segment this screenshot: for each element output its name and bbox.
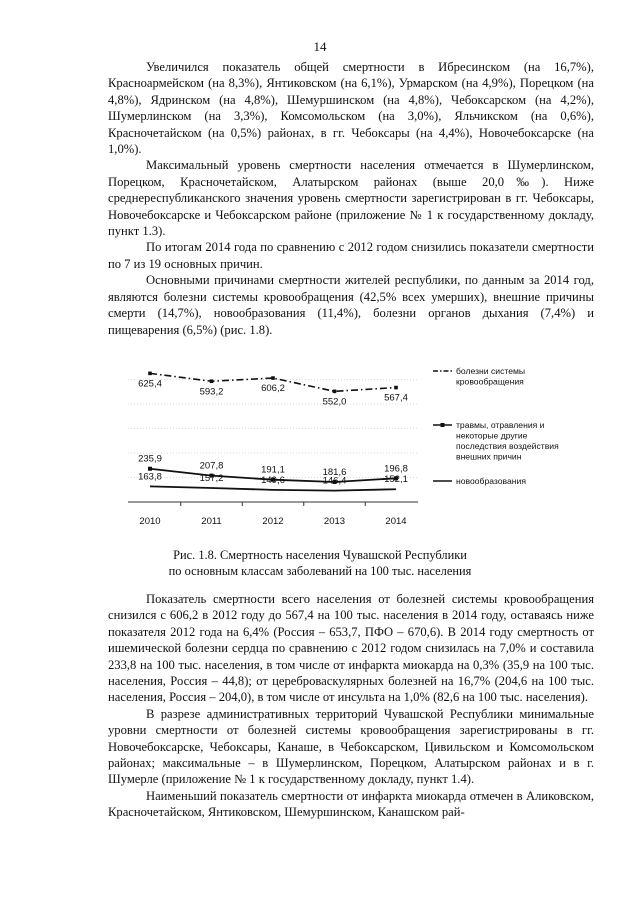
caption-line: по основным классам заболеваний на 100 тыс. населения xyxy=(168,564,472,578)
data-label: 191,1 xyxy=(261,464,285,476)
x-tick-label: 2012 xyxy=(262,516,284,527)
legend-label: травмы, отравления и xyxy=(456,420,545,430)
data-label: 207,8 xyxy=(199,460,224,472)
legend-label: новообразования xyxy=(456,476,527,486)
figure-caption xyxy=(0,547,640,579)
series-point xyxy=(210,379,214,383)
x-tick-label: 2010 xyxy=(139,516,161,527)
paragraph: Увеличился показатель общей смертности в Ибресинском (на 16,7%), Красноармейском (на 8,3%), Янтиковском (на 6,1%), Урмарском (на 4,9%), Порецком (на 4,8%), Ядринском (на 4,8%), Шемуршинском (на 4,8%), Чебоксарском (на 4,2%), Шумерлинском (на 3,3%), Комсомольском (на 3,0%), Яльчикском (на 0,6%), Красночетайском (на 0,5%) районах, в гг. Чебоксары (на 4,4%), Новочебоксарске (на 1,0%). xyxy=(108,60,594,157)
data-label: 163,8 xyxy=(138,471,162,483)
data-label: 235,9 xyxy=(138,453,162,465)
x-tick-label: 2011 xyxy=(201,516,222,527)
legend-label: болезни системы xyxy=(456,366,526,376)
legend-marker xyxy=(441,423,445,427)
data-label: 146,4 xyxy=(322,475,347,487)
chart-svg xyxy=(128,356,598,532)
text-block-top xyxy=(108,59,594,338)
legend-label: последствия воздействия xyxy=(456,441,559,451)
data-label: 606,2 xyxy=(261,383,285,395)
series-point xyxy=(271,376,275,380)
data-label: 552,0 xyxy=(322,396,347,408)
data-label: 196,8 xyxy=(384,463,408,475)
series-point xyxy=(148,467,152,471)
paragraph: Показатель смертности всего населения от болезней системы кровообращения снизился с 606,2 в 2012 году до 567,4 на 100 тыс. населения в 2014 году, оставаясь ниже показателя 2012 года на 6,4% (Россия – 653,7, ПФО – 670,6). В 2014 году смертность от ишемической болезни сердца по сравнению с 2012 годом снизилась на 7,0% и составила 233,8 на 100 тыс. населения, в том числе от инфаркта миокарда на 0,3% (35,9 на 100 тыс. населения, Россия – 44,8); от цереброваскулярных болезней на 16,7% (204,6 на 100 тыс. населения, Россия – 204,0), в том числе от инсульта на 1,0% (82,6 на 100 тыс. населения). xyxy=(108,592,594,705)
legend-label: кровообращения xyxy=(456,376,524,387)
text-block-bottom xyxy=(108,591,594,821)
caption-line: Рис. 1.8. Смертность населения Чувашской Республики xyxy=(173,548,467,562)
series-line-3 xyxy=(150,486,396,490)
paragraph: В разрезе административных территорий Чувашской Республики минимальные уровни смертности от болезней системы кровообращения зарегистрированы в гг. Новочебоксарске, Чебоксары, Канаше, в Чебоксарском, Цивильском и Комсомольском районах; максимальные – в Шумерлинском, Порецком, Алатырском районах и в г. Шумерле (приложение № 1 к государственному докладу, пункт 1.4). xyxy=(108,706,594,787)
paragraph: Основными причинами смертности жителей республики, по данным за 2014 год, являются болезни системы кровообращения (42,5% всех умерших), внешние причины смерти (14,7%), новообразования (11,4%), болезни органов дыхания (7,4%) и пищеварения (6,5%) (рис. 1.8). xyxy=(108,273,594,337)
series-point xyxy=(148,372,152,376)
x-tick-label: 2013 xyxy=(323,516,346,527)
data-label: 149,6 xyxy=(261,474,285,486)
data-label: 625,4 xyxy=(138,378,162,390)
mortality-chart xyxy=(128,356,598,532)
x-tick-label: 2014 xyxy=(385,516,407,527)
legend-label: некоторые другие xyxy=(456,430,528,441)
data-label: 157,2 xyxy=(199,472,224,484)
series-point xyxy=(394,386,398,390)
paragraph: Максимальный уровень смертности населения отмечается в Шумерлинском, Порецком, Красночетайском, Алатырском районах (выше 20,0‰). Ниже среднереспубликанского значения уровень смертности зарегистрирован в гг. Чебоксары, Новочебоксарске и Чебоксарском районе (приложение № 1 к государственному докладу, пункт 1.3). xyxy=(108,158,594,239)
data-label: 593,2 xyxy=(199,386,224,398)
data-label: 567,4 xyxy=(384,392,408,404)
data-label: 152,1 xyxy=(384,474,408,486)
data-label: 181,6 xyxy=(322,467,347,479)
paragraph: По итогам 2014 года по сравнению с 2012 годом снизились показатели смертности по 7 из 19 основных причин. xyxy=(108,240,594,271)
series-point xyxy=(333,390,337,394)
page-number: 14 xyxy=(313,39,327,54)
paragraph: Наименьший показатель смертности от инфаркта миокарда отмечен в Аликовском, Красночетайском, Янтиковском, Шемуршинском, Канашском рай- xyxy=(108,788,594,820)
legend-label: внешних причин xyxy=(456,451,522,462)
